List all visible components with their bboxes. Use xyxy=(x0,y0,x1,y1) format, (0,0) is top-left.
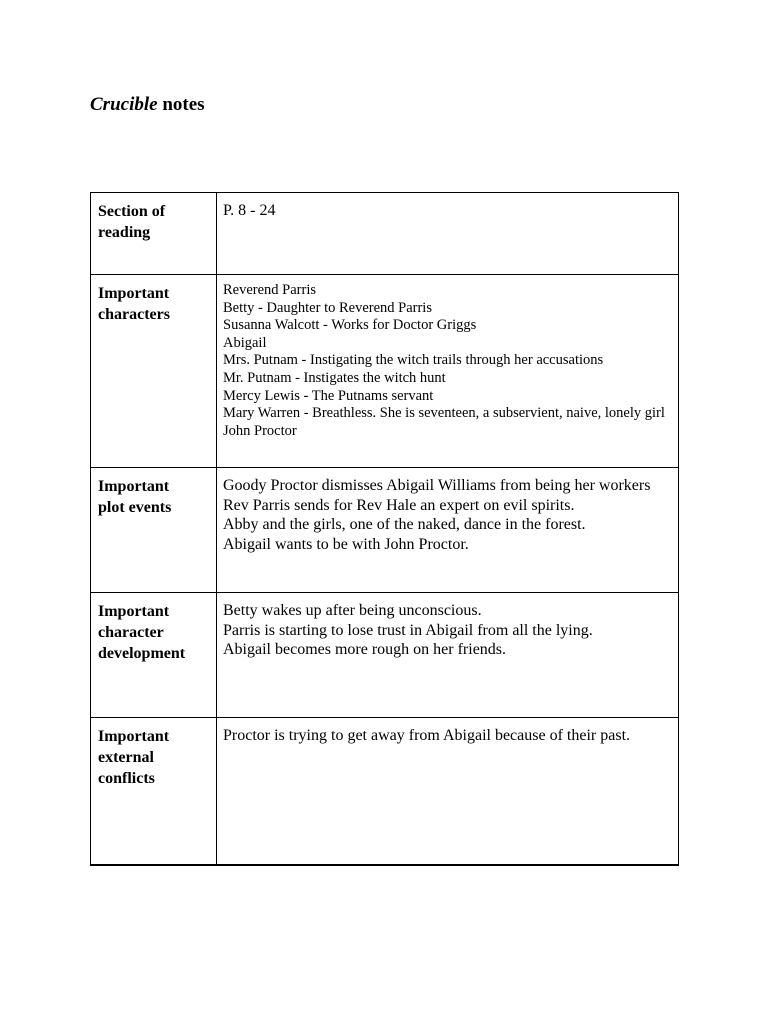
row-content-cell xyxy=(217,275,679,468)
row-content-cell xyxy=(217,468,679,593)
row-label-cell xyxy=(91,193,217,275)
row-content xyxy=(217,718,678,746)
plot-event-line: Abby and the girls, one of the naked, dance in the forest. xyxy=(223,516,586,533)
notes-table xyxy=(90,192,679,866)
row-content xyxy=(217,193,678,221)
character-line: Reverend Parris xyxy=(223,282,317,298)
row-label: Important external conflicts xyxy=(98,728,170,787)
row-label: Important character development xyxy=(98,603,186,662)
row-label: Important characters xyxy=(98,285,170,323)
row-content-cell xyxy=(217,593,679,718)
table-row-important-plot-events xyxy=(91,468,679,593)
character-line: Susanna Walcott - Works for Doctor Griggs xyxy=(223,317,477,334)
table-row-section-of-reading xyxy=(91,193,679,275)
plot-event-line: Abigail wants to be with John Proctor. xyxy=(223,535,469,553)
row-content xyxy=(217,593,678,660)
character-line: Mercy Lewis - The Putnams servant xyxy=(223,387,434,404)
character-line: John Proctor xyxy=(223,422,297,439)
conflict-line: Proctor is trying to get away from Abigail because of their past. xyxy=(223,727,631,744)
character-line: Betty - Daughter to Reverend Parris xyxy=(223,299,432,316)
row-label: Important plot events xyxy=(98,478,172,516)
table-row-important-characters xyxy=(91,275,679,468)
character-line: Abigail xyxy=(223,334,267,351)
plot-event-line: Goody Proctor dismisses Abigail Williams from being her workers xyxy=(223,477,651,494)
table-row-important-character-development xyxy=(91,593,679,718)
row-content xyxy=(217,275,678,440)
row-label-cell xyxy=(91,593,217,718)
plot-event-line: Rev Parris sends for Rev Hale an expert on evil spirits. xyxy=(223,496,575,514)
development-line: Abigail becomes more rough on her friends. xyxy=(223,641,507,658)
row-label-cell xyxy=(91,468,217,593)
row-label-cell xyxy=(91,275,217,468)
row-content-cell xyxy=(217,718,679,866)
page-title-italic: Crucible xyxy=(90,94,158,115)
row-label-cell xyxy=(91,718,217,866)
table-row-important-external-conflicts xyxy=(91,718,679,866)
character-line: Mary Warren - Breathless. She is seventeen, a subservient, naive, lonely girl xyxy=(223,405,665,422)
character-line: Mrs. Putnam - Instigating the witch trails through her accusations xyxy=(223,352,604,369)
development-line: Betty wakes up after being unconscious. xyxy=(223,602,482,619)
development-line: Parris is starting to lose trust in Abigail from all the lying. xyxy=(223,621,593,639)
character-line: Mr. Putnam - Instigates the witch hunt xyxy=(223,369,446,386)
content-line: P. 8 - 24 xyxy=(223,202,276,219)
row-label: Section of reading xyxy=(98,203,166,241)
row-content-cell xyxy=(217,193,679,275)
row-content xyxy=(217,468,678,554)
page-title-rest: notes xyxy=(157,94,205,115)
page-title xyxy=(90,93,205,117)
